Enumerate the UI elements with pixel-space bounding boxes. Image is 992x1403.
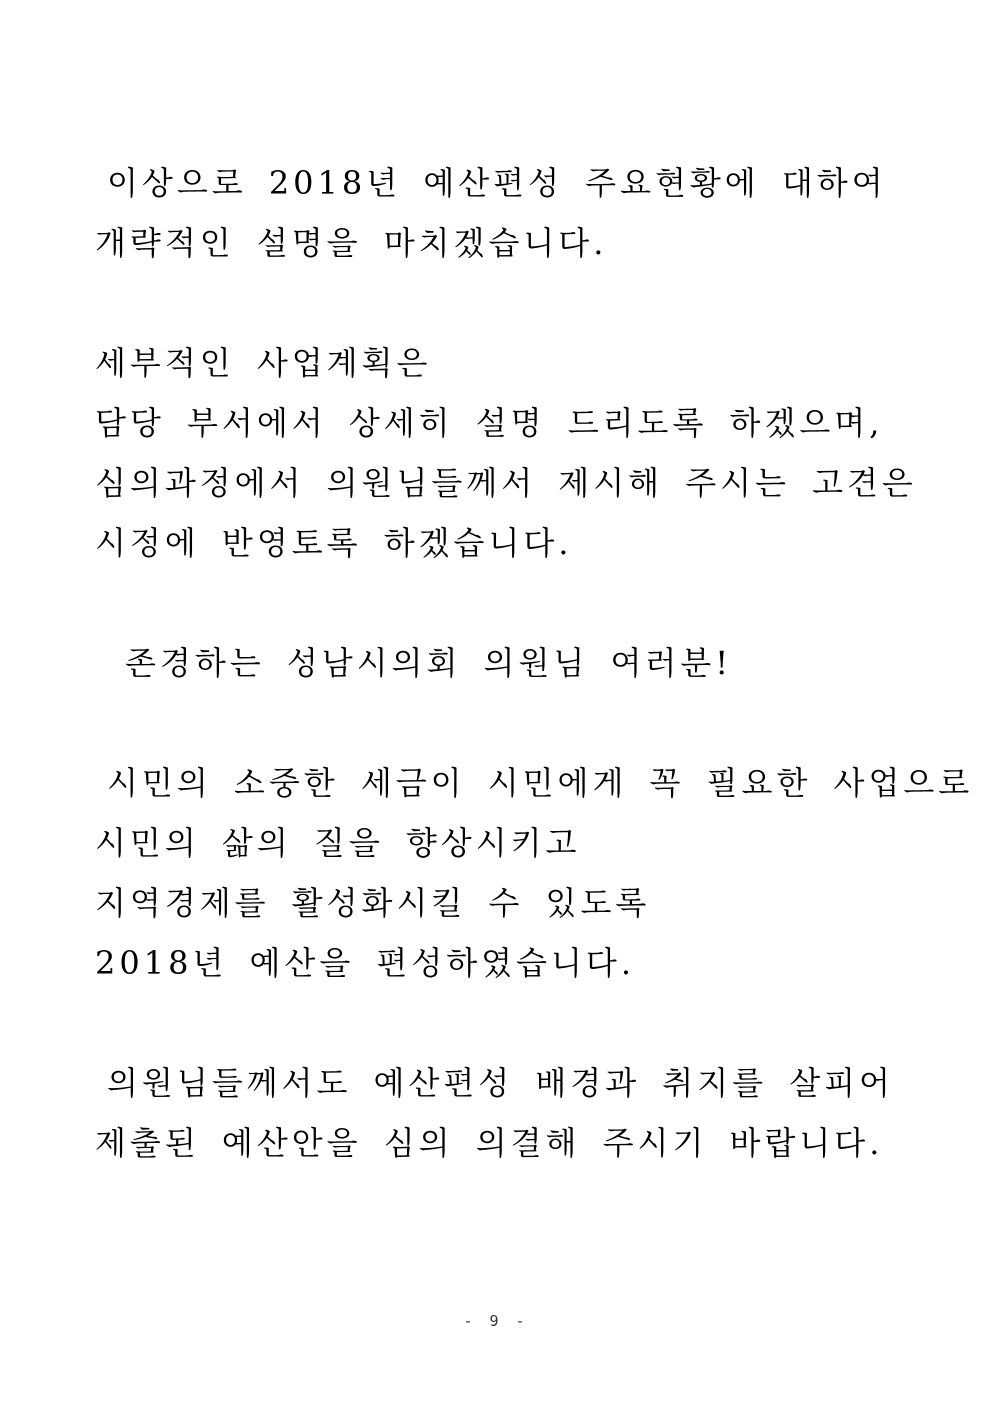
paragraph-4-line-1: 시민의 소중한 세금이 시민에게 꼭 필요한 사업으로 [107, 764, 974, 802]
paragraph-5-line-1: 의원님들께서도 예산편성 배경과 취지를 살피어 [107, 1064, 894, 1102]
paragraph-2-line-2: 담당 부서에서 상세히 설명 드리도록 하겠으며, [95, 404, 884, 442]
paragraph-3-line-1: 존경하는 성남시의회 의원님 여러분! [125, 644, 733, 682]
paragraph-1-line-1: 이상으로 2018년 예산편성 주요현황에 대하여 [107, 164, 887, 202]
paragraph-4-line-3: 지역경제를 활성화시킬 수 있도록 [95, 884, 651, 922]
paragraph-4-line-4: 2018년 예산을 편성하였습니다. [95, 944, 635, 982]
paragraph-2-line-3: 심의과정에서 의원님들께서 제시해 주시는 고견은 [95, 464, 917, 502]
paragraph-2-line-4: 시정에 반영토록 하겠습니다. [95, 524, 573, 562]
paragraph-1-line-2: 개략적인 설명을 마치겠습니다. [95, 224, 608, 262]
paragraph-2-line-1: 세부적인 사업계획은 [95, 344, 432, 382]
paragraph-5-line-2: 제출된 예산안을 심의 의결해 주시기 바랍니다. [95, 1124, 884, 1162]
page-number: - 9 - [463, 1312, 529, 1330]
paragraph-4-line-2: 시민의 삶의 질을 향상시키고 [95, 824, 581, 862]
